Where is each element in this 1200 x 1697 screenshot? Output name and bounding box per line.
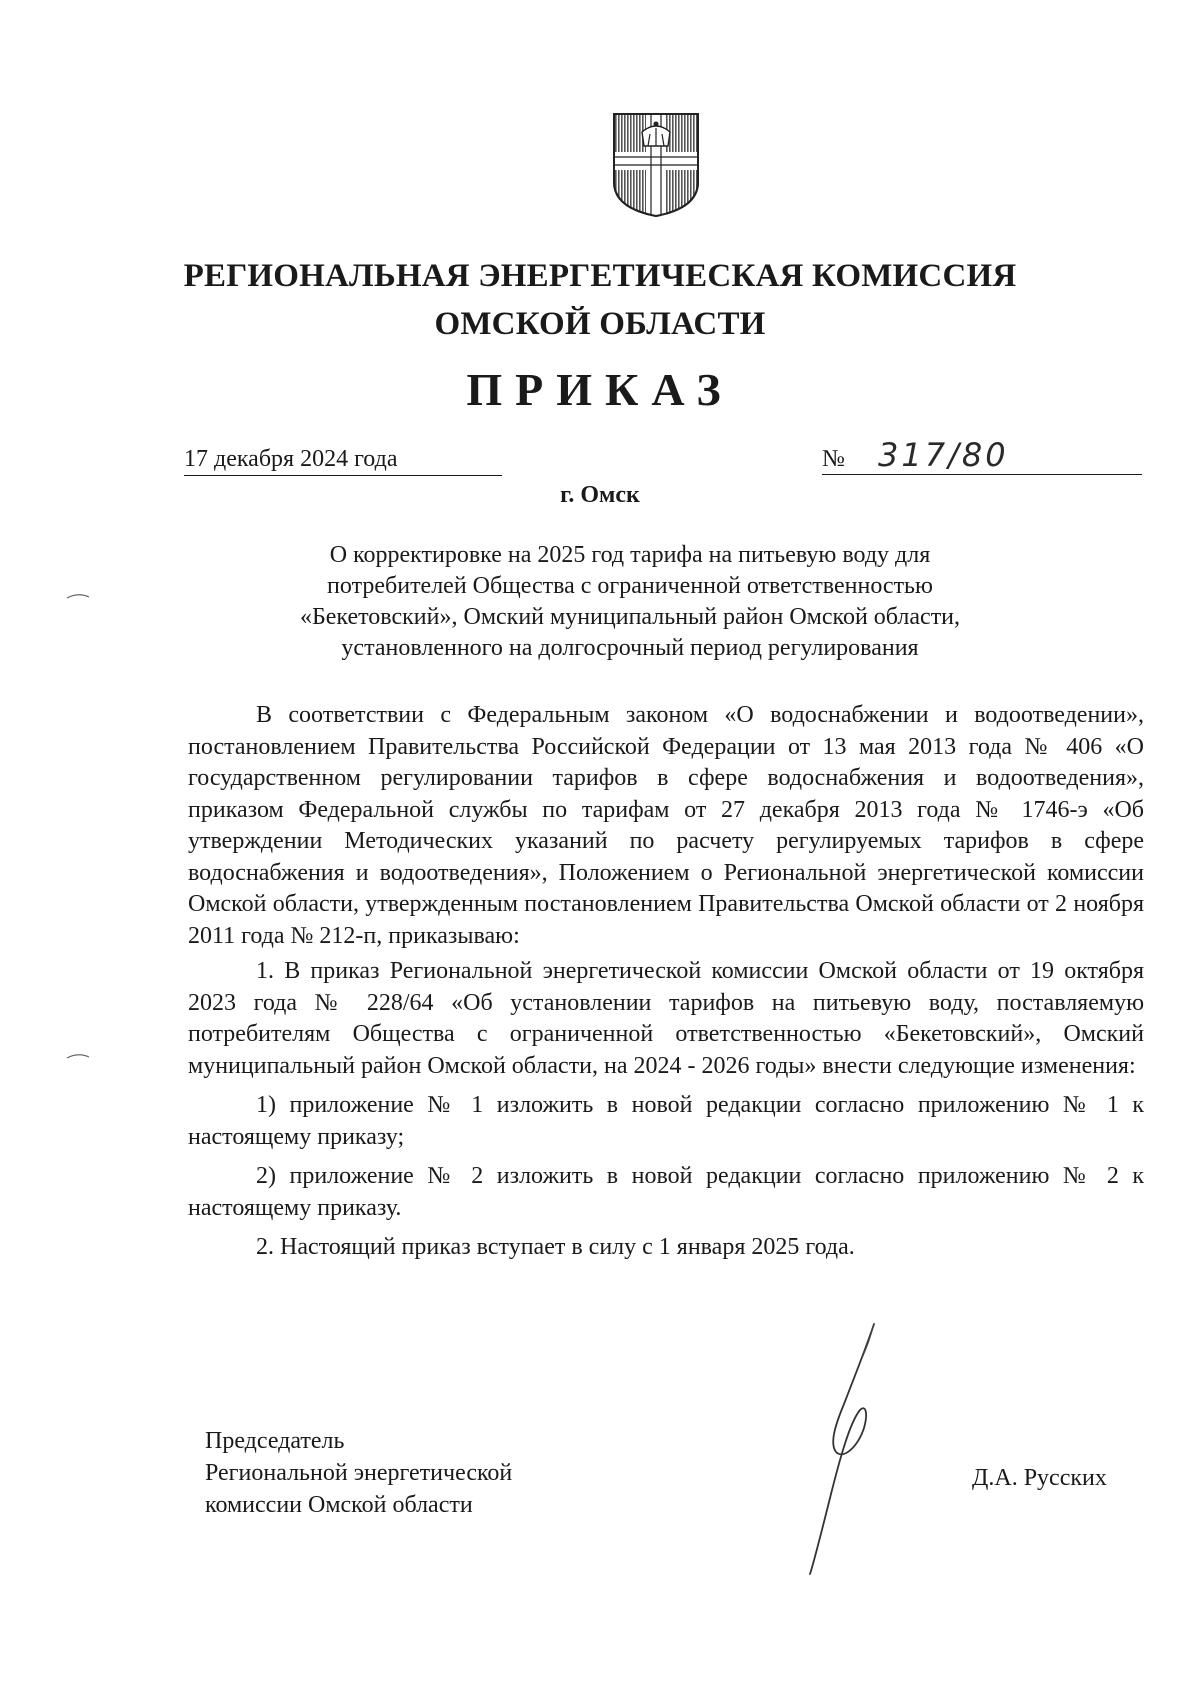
document-number	[822, 436, 1142, 475]
signatory-title	[205, 1425, 512, 1521]
body-subitem-1: 1) приложение № 1 изложить в новой редакции согласно приложению № 1 к настоящему приказу;	[188, 1092, 1144, 1150]
body-item-2: 2. Настоящий приказ вступает в силу с 1 января 2025 года.	[256, 1234, 855, 1260]
document-city: г. Омск	[560, 482, 640, 508]
signatory-title-line1: Председатель	[205, 1428, 345, 1454]
margin-mark-bottom	[66, 1052, 90, 1060]
organization-name	[180, 252, 1020, 348]
subject-line1: О корректировке на 2025 год тарифа на питьевую воду для	[329, 542, 931, 568]
body-item-1: 1. В приказ Региональной энергетической комиссии Омской области от 19 октября 2023 года № 228/64 «Об установлении тарифов на питьевую воду, поставляемую потребителям Общества с ограниченной ответственностью «Бекетовский», Омский муниципальный район Омской области, на 2024 - 2026 годы» внести следующие изменения:	[188, 958, 1144, 1079]
document-subject	[230, 540, 1030, 664]
coat-of-arms-emblem	[612, 112, 700, 218]
document-date: 17 декабря 2024 года	[184, 444, 502, 476]
subject-line3: «Бекетовский», Омский муниципальный район Омской области,	[299, 604, 961, 630]
subject-line2: потребителей Общества с ограниченной ответственностью	[327, 573, 933, 599]
signatory-title-line2: Региональной энергетической	[205, 1460, 513, 1486]
subject-line4: установленного на долгосрочный период регулирования	[341, 635, 919, 661]
signatory-name: Д.А. Русских	[972, 1465, 1107, 1491]
handwritten-number-value: 317/80	[878, 436, 1009, 474]
body-subitem-2: 2) приложение № 2 изложить в новой редакции согласно приложению № 2 к настоящему приказу.	[188, 1163, 1144, 1221]
document-body	[188, 700, 1144, 1264]
handwritten-signature	[770, 1318, 900, 1578]
body-preamble: В соответствии с Федеральным законом «О водоснабжении и водоотведении», постановлением Правительства Российской Федерации от 13 мая 2013 года № 406 «О государственном регулировании тарифов в сфере водоснабжения и водоотведения», приказом Федеральной службы по тарифам от 27 декабря 2013 года № 1746-э «Об утверждении Методических указаний по расчету регулируемых тарифов в сфере водоснабжения и водоотведения», Положением о Региональной энергетической комиссии Омской области, утвержденным постановлением Правительства Омской области от 2 ноября 2011 года № 212-п, приказываю:	[188, 702, 1144, 949]
organization-name-line1: РЕГИОНАЛЬНАЯ ЭНЕРГЕТИЧЕСКАЯ КОМИССИЯ	[183, 258, 1017, 294]
organization-name-line2: ОМСКОЙ ОБЛАСТИ	[434, 306, 766, 342]
signatory-title-line3: комиссии Омской области	[205, 1492, 473, 1518]
number-sign: №	[822, 446, 845, 472]
document-type-title: ПРИКАЗ	[466, 364, 734, 415]
margin-mark-top	[66, 592, 90, 600]
